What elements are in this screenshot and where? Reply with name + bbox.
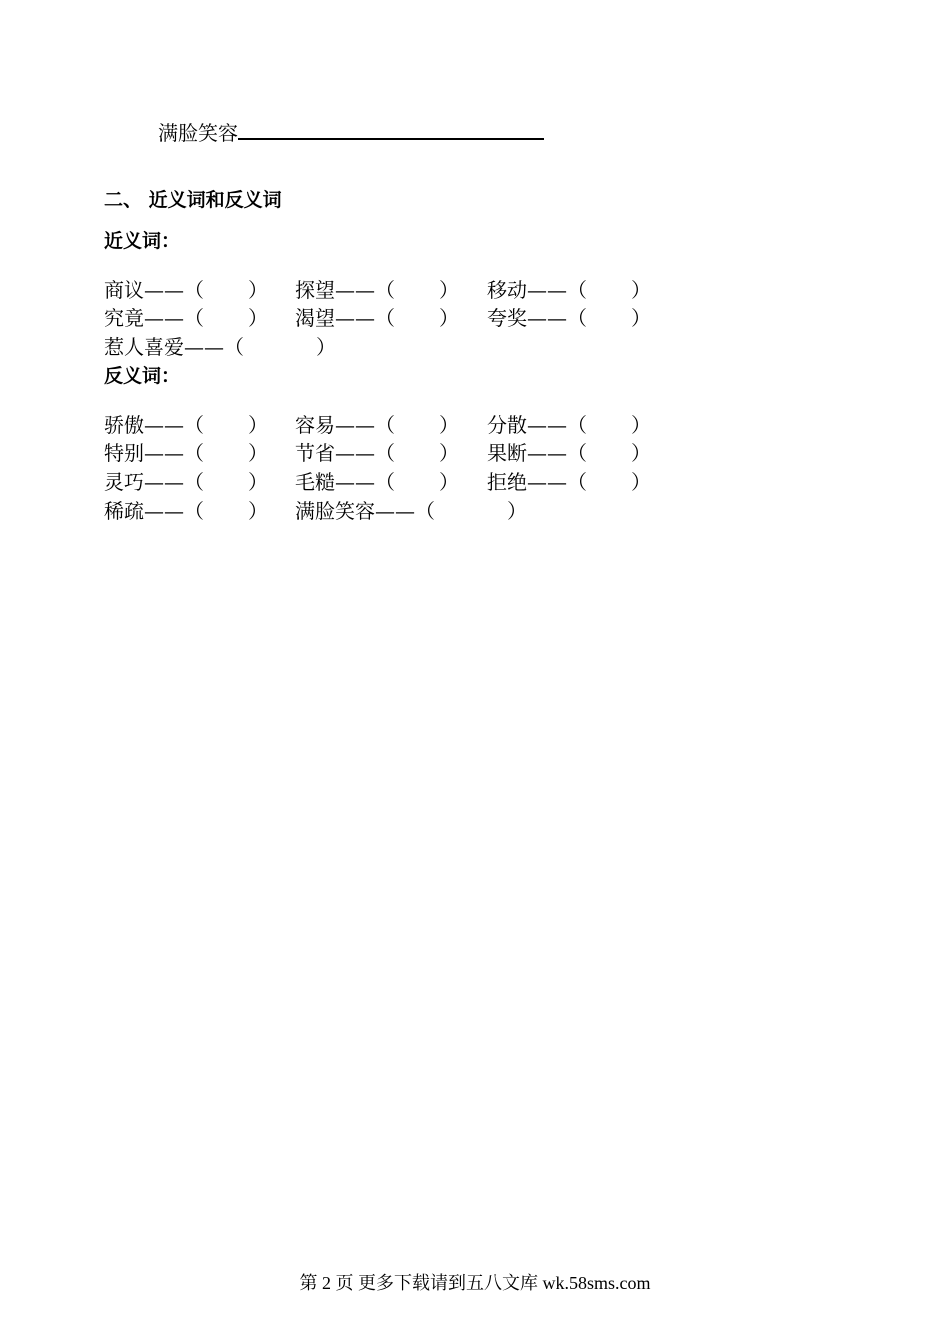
antonym-item[interactable] bbox=[295, 441, 459, 465]
synonym-prompt: 究竟——（ bbox=[104, 306, 204, 330]
close-paren: ） bbox=[631, 306, 651, 330]
close-paren: ） bbox=[248, 306, 268, 330]
page-footer: 第 2 页 更多下载请到五八文库 wk.58sms.com bbox=[299, 1273, 651, 1293]
close-paren: ） bbox=[439, 441, 459, 465]
synonym-item[interactable] bbox=[487, 306, 651, 330]
synonym-prompt: 移动——（ bbox=[487, 278, 587, 302]
synonym-prompt: 探望——（ bbox=[295, 278, 395, 302]
antonym-item[interactable] bbox=[487, 441, 651, 465]
close-paren: ） bbox=[439, 470, 459, 494]
antonym-item[interactable] bbox=[295, 413, 459, 437]
close-paren: ） bbox=[248, 441, 268, 465]
antonym-prompt: 骄傲——（ bbox=[104, 413, 204, 437]
close-paren: ） bbox=[248, 413, 268, 437]
synonym-item[interactable] bbox=[487, 278, 651, 302]
antonym-prompt: 容易——（ bbox=[295, 413, 395, 437]
close-paren: ） bbox=[439, 278, 459, 302]
antonym-prompt: 稀疏——（ bbox=[104, 499, 204, 523]
antonym-prompt: 毛糙——（ bbox=[295, 470, 395, 494]
close-paren: ） bbox=[507, 499, 527, 523]
antonym-item[interactable] bbox=[104, 441, 268, 465]
close-paren: ） bbox=[439, 413, 459, 437]
synonym-prompt: 夸奖——（ bbox=[487, 306, 587, 330]
close-paren: ） bbox=[439, 306, 459, 330]
synonym-item[interactable] bbox=[104, 278, 268, 302]
antonym-item[interactable] bbox=[104, 499, 268, 523]
synonym-prompt: 商议——（ bbox=[104, 278, 204, 302]
antonyms-heading: 反义词： bbox=[104, 365, 181, 387]
antonym-item[interactable] bbox=[487, 413, 651, 437]
close-paren: ） bbox=[631, 278, 651, 302]
close-paren: ） bbox=[631, 441, 651, 465]
antonym-prompt: 灵巧——（ bbox=[104, 470, 204, 494]
close-paren: ） bbox=[248, 470, 268, 494]
synonyms-heading: 近义词： bbox=[104, 230, 181, 252]
antonym-item[interactable] bbox=[104, 413, 268, 437]
synonym-prompt: 惹人喜爱——（ bbox=[104, 335, 244, 359]
close-paren: ） bbox=[248, 278, 268, 302]
section-heading: 二、 近义词和反义词 bbox=[104, 189, 282, 211]
close-paren: ） bbox=[631, 470, 651, 494]
close-paren: ） bbox=[248, 499, 268, 523]
synonym-item[interactable] bbox=[295, 278, 459, 302]
synonym-item[interactable] bbox=[104, 335, 336, 359]
synonym-prompt: 渴望——（ bbox=[295, 306, 395, 330]
antonym-prompt: 果断——（ bbox=[487, 441, 587, 465]
antonym-item[interactable] bbox=[295, 470, 459, 494]
synonym-item[interactable] bbox=[104, 306, 268, 330]
antonym-item[interactable] bbox=[487, 470, 651, 494]
antonym-prompt: 节省——（ bbox=[295, 441, 395, 465]
antonym-item[interactable] bbox=[104, 470, 268, 494]
antonym-prompt: 分散——（ bbox=[487, 413, 587, 437]
antonym-item[interactable] bbox=[295, 499, 527, 523]
close-paren: ） bbox=[631, 413, 651, 437]
fill-line bbox=[158, 118, 544, 145]
synonym-item[interactable] bbox=[295, 306, 459, 330]
fill-line-label: 满脸笑容 bbox=[158, 121, 238, 145]
antonym-prompt: 满脸笑容——（ bbox=[295, 499, 435, 523]
antonym-prompt: 拒绝——（ bbox=[487, 470, 587, 494]
antonym-prompt: 特别——（ bbox=[104, 441, 204, 465]
close-paren: ） bbox=[316, 335, 336, 359]
answer-blank-line[interactable] bbox=[238, 118, 544, 140]
